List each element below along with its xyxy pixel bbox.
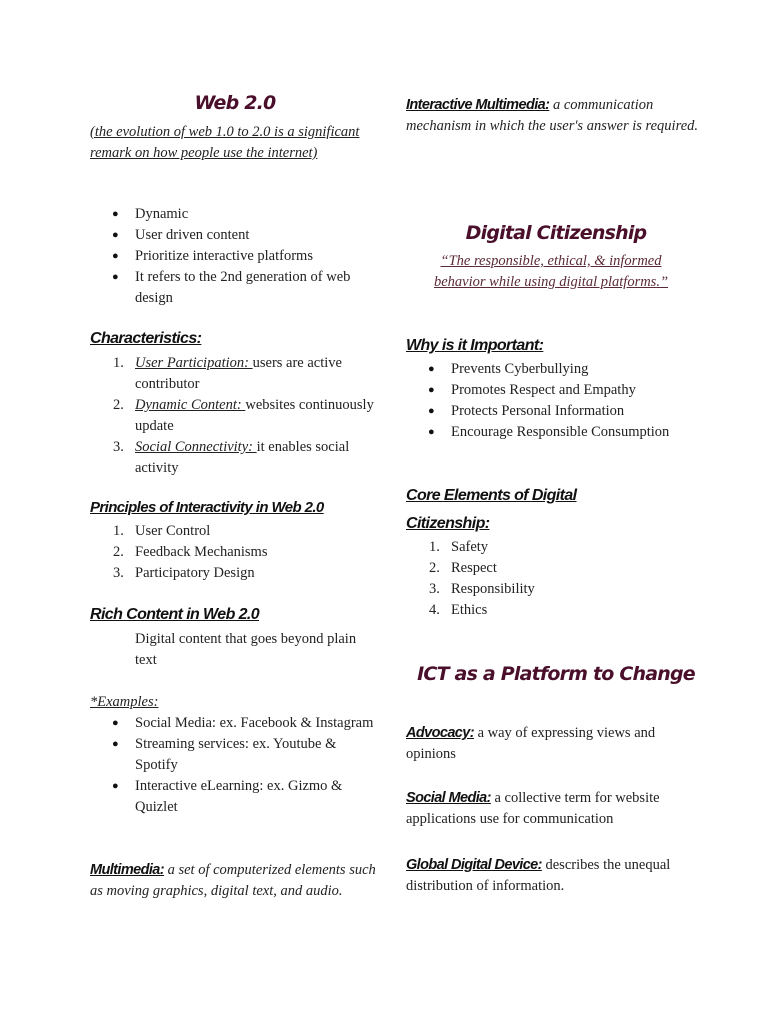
list-item: ● Interactive eLearning: ex. Gizmo & Quizlet: [90, 776, 380, 818]
interactive-multimedia-term: Interactive Multimedia:: [406, 97, 550, 113]
multimedia-def: [90, 860, 380, 902]
multimedia-term: Multimedia:: [90, 862, 164, 878]
def-desc: a collective term for website applications use for communication: [406, 790, 660, 827]
list-item: ● Prioritize interactive platforms: [90, 246, 380, 267]
item-number: 3.: [113, 565, 124, 581]
web-title: Web 2.0: [194, 92, 276, 114]
core-elements-heading: Core Elements of Digital Citizenship:: [406, 487, 577, 532]
item-text: User Control: [135, 523, 211, 539]
list-item: [90, 395, 380, 437]
list-item: ● Protects Personal Information: [406, 401, 676, 422]
why-heading: Why is it Important:: [406, 337, 544, 354]
def-term: Social Media:: [406, 790, 491, 806]
digital-citizenship-quote: “The responsible, ethical, & informed behavior while using digital platforms.”: [433, 253, 669, 290]
item-desc: users are active contributor: [135, 355, 342, 392]
list-item: [406, 558, 706, 579]
item-text: Ethics: [451, 602, 488, 618]
digital-citizenship-title: Digital Citizenship: [465, 222, 647, 244]
item-number: 4.: [429, 602, 440, 618]
def-desc: describes the unequal distribution of information.: [406, 857, 671, 894]
item-number: 1.: [429, 539, 440, 555]
interactive-multimedia-desc: a communication mechanism in which the user's answer is required.: [406, 97, 699, 134]
list-item: [90, 437, 380, 479]
item-term: Social Connectivity:: [135, 439, 257, 455]
rich-content-heading: Rich Content in Web 2.0: [90, 606, 260, 623]
item-text: Participatory Design: [135, 565, 255, 581]
list-item: ● Encourage Responsible Consumption: [406, 422, 676, 443]
item-number: 3.: [113, 439, 124, 455]
principles-heading: Principles of Interactivity in Web 2.0: [90, 499, 324, 516]
item-text: Responsibility: [451, 581, 535, 597]
interactive-multimedia-def: [406, 95, 706, 137]
def-term: Global Digital Device:: [406, 857, 542, 873]
principles-list: [90, 521, 380, 584]
examples-heading: *Examples:: [90, 694, 159, 710]
rich-content-desc: Digital content that goes beyond plain text: [135, 631, 357, 668]
list-item: ● User driven content: [90, 225, 380, 246]
item-term: User Participation:: [135, 355, 253, 371]
list-item: ● It refers to the 2nd generation of web design: [90, 267, 380, 309]
item-text: Respect: [451, 560, 497, 576]
ict-title: ICT as a Platform to Change: [417, 663, 695, 685]
def-desc: a way of expressing views and opinions: [406, 725, 656, 762]
core-elements-list: [406, 537, 706, 621]
list-item: [90, 353, 380, 395]
list-item: [406, 537, 706, 558]
item-number: 2.: [113, 544, 124, 560]
list-item: [90, 542, 380, 563]
why-list: [406, 359, 676, 443]
list-item: [406, 579, 706, 600]
item-number: 1.: [113, 355, 124, 371]
global-digital-device-def: [406, 855, 686, 897]
multimedia-desc: a set of computerized elements such as moving graphics, digital text, and audio.: [90, 862, 376, 899]
list-item: [90, 521, 380, 542]
item-desc: websites continuously update: [135, 397, 374, 434]
item-desc: it enables social activity: [135, 439, 350, 476]
characteristics-heading: Characteristics:: [90, 330, 202, 347]
item-number: 2.: [113, 397, 124, 413]
list-item: ● Prevents Cyberbullying: [406, 359, 676, 380]
list-item: [406, 600, 706, 621]
item-number: 3.: [429, 581, 440, 597]
list-item: ● Social Media: ex. Facebook & Instagram: [90, 713, 380, 734]
item-term: Dynamic Content:: [135, 397, 246, 413]
item-number: 2.: [429, 560, 440, 576]
list-item: ● Streaming services: ex. Youtube & Spotify: [90, 734, 380, 776]
examples-list: [90, 713, 380, 818]
characteristics-list: [90, 353, 380, 479]
item-number: 1.: [113, 523, 124, 539]
list-item: ● Dynamic: [90, 204, 380, 225]
list-item: [90, 563, 380, 584]
social-media-def: [406, 788, 706, 830]
item-text: Feedback Mechanisms: [135, 544, 268, 560]
item-text: Safety: [451, 539, 489, 555]
advocacy-def: [406, 723, 706, 765]
def-term: Advocacy:: [406, 725, 474, 741]
web-bullets: [90, 204, 380, 309]
list-item: ● Promotes Respect and Empathy: [406, 380, 676, 401]
web-subtitle: (the evolution of web 1.0 to 2.0 is a significant remark on how people use the internet): [90, 124, 360, 161]
